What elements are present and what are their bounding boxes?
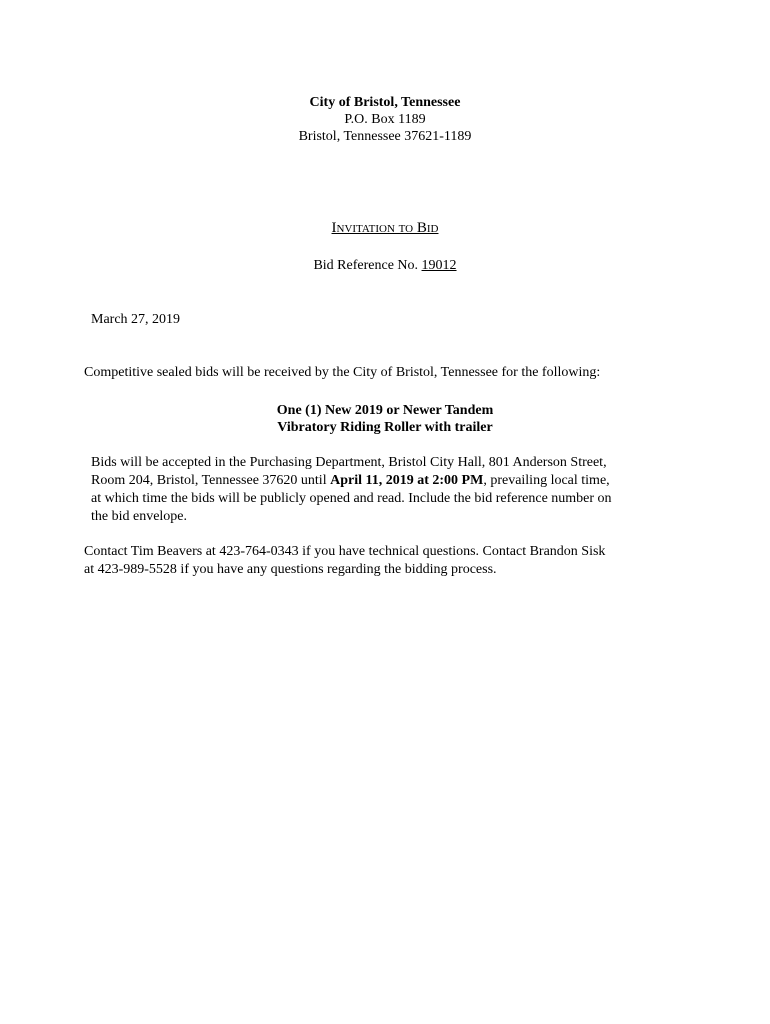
contact-paragraph — [84, 543, 605, 579]
bids-paragraph-line-2 — [91, 472, 612, 490]
bid-item-line-2: Vibratory Riding Roller with trailer — [277, 420, 493, 435]
letterhead-city: Bristol, Tennessee 37621-1189 — [298, 129, 472, 144]
document-title-wrap — [0, 220, 770, 237]
bids-paragraph-line-1: Bids will be accepted in the Purchasing Department, Bristol City Hall, 801 Anderson Street, — [91, 455, 607, 470]
bid-item — [0, 402, 770, 436]
bids-paragraph — [91, 454, 612, 526]
bid-reference — [0, 257, 770, 274]
bid-reference-label: Bid Reference No. — [313, 258, 419, 273]
letter-date: March 27, 2019 — [91, 312, 181, 327]
letterhead-box: P.O. Box 1189 — [344, 112, 426, 127]
bid-reference-number: 19012 — [421, 258, 457, 273]
bids-paragraph-line-4: the bid envelope. — [91, 509, 188, 524]
letterhead — [0, 94, 770, 145]
bid-deadline: April 11, 2019 at 2:00 PM — [330, 473, 484, 488]
bid-item-line-1: One (1) New 2019 or Newer Tandem — [276, 403, 494, 418]
bids-paragraph-line-2-post: , prevailing local time, — [483, 473, 610, 488]
bids-paragraph-line-3: at which time the bids will be publicly opened and read. Include the bid reference number on — [91, 491, 612, 506]
contact-paragraph-line-1: Contact Tim Beavers at 423-764-0343 if you have technical questions. Contact Brandon Sisk — [84, 544, 606, 559]
letterhead-name: City of Bristol, Tennessee — [309, 95, 461, 110]
document-title: Invitation to Bid — [331, 220, 439, 236]
contact-paragraph-line-2: at 423-989-5528 if you have any questions regarding the bidding process. — [84, 562, 497, 577]
intro-text: Competitive sealed bids will be received by the City of Bristol, Tennessee for the following: — [84, 365, 601, 380]
bids-paragraph-line-2-pre: Room 204, Bristol, Tennessee 37620 until — [91, 473, 327, 488]
